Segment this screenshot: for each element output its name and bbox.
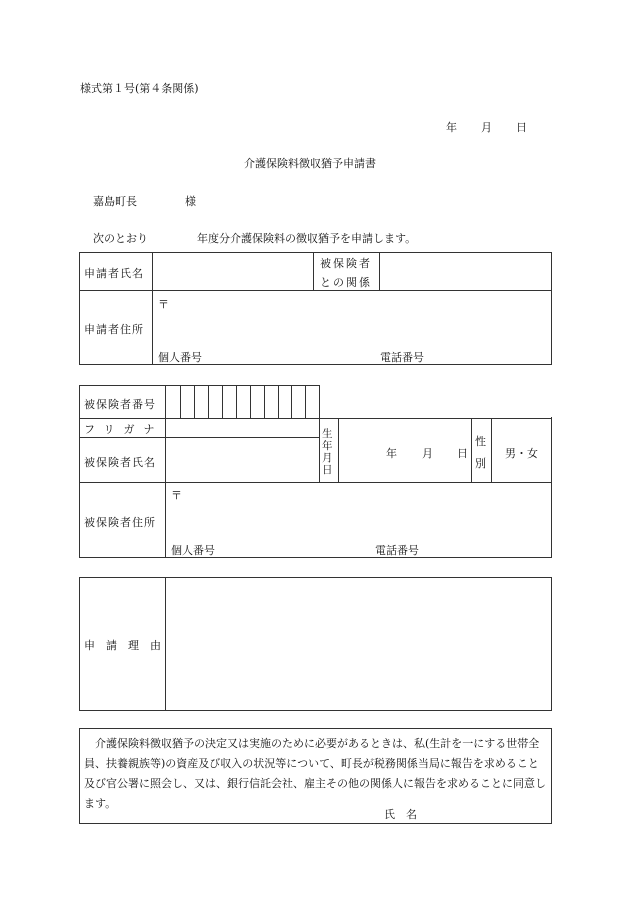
consent-text	[84, 734, 546, 814]
divider	[319, 385, 320, 418]
reason-label: 申請理由	[84, 639, 172, 652]
consent-text-body: 介護保険料徴収猶予の決定又は実施のために必要があるときは、私(生計を一にする世帯全員、扶養親族等)の資産及び収入の状況等について、町長が税務関係当局に報告を求めること及び官公署に照会し、又は、銀行信託会社、雇主その他の関係人に報告を求めることに同意します。	[84, 737, 546, 810]
insured-number-field[interactable]	[166, 386, 319, 417]
page-title: 介護保険料徴収猶予申請書	[244, 157, 376, 170]
reason-field[interactable]	[166, 578, 551, 710]
relation-field[interactable]	[380, 253, 551, 289]
postal-mark: 〒	[158, 298, 169, 311]
date-month-label: 月	[481, 121, 492, 134]
birth-month-label: 月	[422, 447, 433, 460]
birth-label-4: 日	[322, 464, 333, 476]
applicant-address-field[interactable]	[153, 291, 551, 363]
addressee: 嘉島町長	[93, 195, 137, 208]
insured-postal-mark: 〒	[171, 489, 182, 502]
applicant-name-field[interactable]	[153, 253, 312, 289]
birth-label-2: 年	[322, 440, 333, 452]
applicant-address-label: 申請者住所	[84, 323, 144, 336]
insured-name-field[interactable]	[166, 438, 318, 481]
birth-label-1: 生	[322, 428, 333, 440]
date-day-label: 日	[516, 121, 527, 134]
insured-address-field[interactable]	[166, 483, 551, 556]
relation-label-line1: 被保険者	[320, 257, 372, 270]
insured-number-label: 被保険者番号	[84, 398, 156, 411]
birth-day-label: 日	[457, 447, 468, 460]
birth-date-field[interactable]	[339, 419, 470, 481]
insured-phone-label: 電話番号	[375, 544, 419, 557]
date-year-label: 年	[446, 121, 457, 134]
insured-address-label: 被保険者住所	[84, 516, 156, 529]
signature-label: 氏 名	[384, 808, 417, 821]
birth-year-label: 年	[386, 447, 397, 460]
furigana-label: フリガナ	[84, 423, 164, 436]
applicant-personal-number-label: 個人番号	[158, 351, 202, 364]
applicant-phone-label: 電話番号	[380, 351, 424, 364]
intro-prefix: 次のとおり	[93, 232, 148, 245]
sex-options[interactable]: 男・女	[505, 447, 538, 460]
relation-label-line2: との関係	[320, 276, 372, 289]
insured-name-label: 被保険者氏名	[84, 456, 156, 469]
sex-label-1: 性	[475, 435, 486, 448]
applicant-name-label: 申請者氏名	[84, 267, 144, 280]
intro-body: 年度分介護保険料の徴収猶予を申請します。	[197, 232, 417, 245]
table-mask	[320, 382, 555, 417]
birth-label-3: 月	[322, 452, 333, 464]
divider	[471, 418, 472, 482]
sex-label-2: 別	[475, 457, 486, 470]
furigana-field[interactable]	[166, 419, 318, 436]
divider	[491, 418, 492, 482]
insured-personal-number-label: 個人番号	[171, 544, 215, 557]
signature-field[interactable]	[420, 803, 548, 822]
divider	[313, 252, 314, 290]
divider	[319, 418, 320, 482]
form-number: 様式第１号(第４条関係)	[80, 82, 199, 95]
divider	[551, 418, 552, 558]
honorific: 様	[185, 195, 196, 208]
